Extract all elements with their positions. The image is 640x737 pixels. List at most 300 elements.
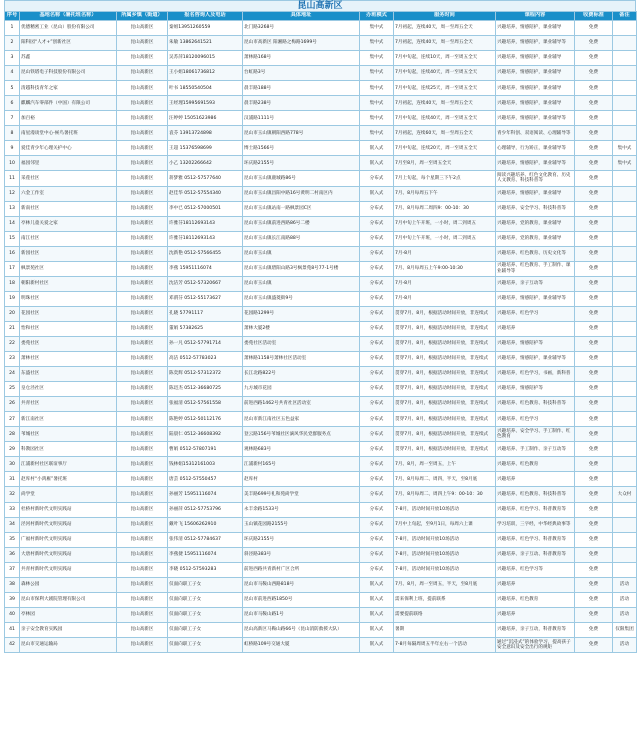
table-cell bbox=[613, 126, 637, 141]
table-cell: 免费 bbox=[575, 457, 613, 472]
table-cell: 孙丽萍 0512-57753796 bbox=[168, 502, 243, 517]
table-cell bbox=[613, 36, 637, 51]
table-cell: 萧林大厦2楼 bbox=[243, 321, 360, 336]
table-cell: 亭林园 bbox=[20, 607, 117, 622]
table-cell: 28 bbox=[5, 427, 20, 442]
table-cell: 皇仓泾社区 bbox=[20, 382, 117, 397]
table-cell: 42 bbox=[5, 637, 20, 652]
table-cell: 昆山高新区 bbox=[117, 291, 168, 306]
table-cell: 观林路683号 bbox=[243, 442, 360, 457]
table-cell: 张伟清 0512-57784637 bbox=[168, 532, 243, 547]
table-cell bbox=[613, 231, 637, 246]
table-cell: 仅面向职工子女 bbox=[168, 607, 243, 622]
table-cell: 7月初起，连续60天，周一至周五全天 bbox=[394, 126, 496, 141]
table-cell: 昆山高新区 bbox=[117, 637, 168, 652]
table-cell: 娄苑社区活动室 bbox=[243, 336, 360, 351]
table-row bbox=[5, 382, 637, 397]
table-cell: 兴趣培养，情感陪护，课业辅导 bbox=[496, 81, 575, 96]
column-header: 所属乡镇（街道） bbox=[117, 12, 168, 21]
table-cell: 博士路1566号 bbox=[243, 141, 360, 156]
table-cell: 陈迅杰 0512-36680725 bbox=[168, 382, 243, 397]
table-cell: 陈艳婷 0512-50112176 bbox=[168, 412, 243, 427]
table-cell: 7-8月，活动时间开放10场活动 bbox=[394, 562, 496, 577]
table-cell: 昆山市前进西路1850号 bbox=[243, 592, 360, 607]
table-cell: 前进西路1462号共青社区活动室 bbox=[243, 397, 360, 412]
table-cell: 采莲社区 bbox=[20, 171, 117, 186]
table-cell: 尚学堂 bbox=[20, 487, 117, 502]
table-cell: 共青社区 bbox=[20, 397, 117, 412]
table-cell: 亭林儿童关爱之家 bbox=[20, 216, 117, 231]
table-cell: 兴趣培养，情感陪护，课业辅导 bbox=[496, 21, 575, 36]
table-cell: 27 bbox=[5, 412, 20, 427]
table-cell: 免费 bbox=[575, 622, 613, 637]
table-row bbox=[5, 51, 637, 66]
table-cell: 昆山市玉山镇鹿城路86号 bbox=[243, 171, 360, 186]
table-cell: 昆山市高新区 阳湘路之梅路1699号 bbox=[243, 36, 360, 51]
table-cell: 活动 bbox=[613, 577, 637, 592]
table-cell: 昆山高新区 bbox=[117, 261, 168, 276]
table-cell: 陆晨仁 0512-36608392 bbox=[168, 427, 243, 442]
table-cell bbox=[613, 412, 637, 427]
table-cell: 分布式 bbox=[360, 397, 394, 412]
column-header: 办班模式 bbox=[360, 12, 394, 21]
table-cell: 免费 bbox=[575, 201, 613, 216]
table-row bbox=[5, 111, 637, 126]
table-cell: 7月、8月，周一至周五，上午 bbox=[394, 457, 496, 472]
table-cell: 免费 bbox=[575, 126, 613, 141]
table-cell: 30 bbox=[5, 457, 20, 472]
table-row bbox=[5, 367, 637, 382]
table-cell: 贯穿7月、8月，根据活动时间开放，非连续式 bbox=[394, 412, 496, 427]
program-table bbox=[4, 11, 637, 653]
table-cell: 免费 bbox=[575, 442, 613, 457]
table-cell bbox=[613, 562, 637, 577]
table-cell: 嵌入式 bbox=[360, 186, 394, 201]
table-cell: 免费 bbox=[575, 532, 613, 547]
table-cell: 免费 bbox=[575, 397, 613, 412]
table-cell: 集中式 bbox=[360, 96, 394, 111]
table-cell: 阳科园“人才+”创新社区 bbox=[20, 36, 117, 51]
table-cell: 分布式 bbox=[360, 532, 394, 547]
table-row bbox=[5, 592, 637, 607]
table-cell bbox=[613, 276, 637, 291]
table-row bbox=[5, 186, 637, 201]
table-cell: 昆山高新区 bbox=[117, 382, 168, 397]
table-cell: 娄苑社区 bbox=[20, 336, 117, 351]
table-row bbox=[5, 532, 637, 547]
table-cell: 5 bbox=[5, 81, 20, 96]
table-cell: 分布式 bbox=[360, 547, 394, 562]
table-cell: 免费 bbox=[575, 412, 613, 427]
table-cell: 兴趣培养、红色教育、历史文化等 bbox=[496, 246, 575, 261]
table-cell: 昆山高新区 bbox=[117, 66, 168, 81]
table-cell: 分布式 bbox=[360, 216, 394, 231]
table-cell: 暑期 bbox=[394, 622, 496, 637]
table-cell: 集中式 bbox=[360, 36, 394, 51]
table-cell bbox=[613, 66, 637, 81]
table-cell: 昆山市玉山镇长江南路88号 bbox=[243, 231, 360, 246]
table-cell: 23 bbox=[5, 352, 20, 367]
table-cell: 昆山市交通运输局 bbox=[20, 637, 117, 652]
table-cell: 11 bbox=[5, 171, 20, 186]
table-cell: 新江南社区 bbox=[20, 412, 117, 427]
table-cell bbox=[613, 216, 637, 231]
table-cell: 昆山高新区 bbox=[117, 517, 168, 532]
table-cell: 7月、8月每周二、周四上午9：00-10：30 bbox=[394, 487, 496, 502]
table-cell: 昆山高新区 bbox=[117, 532, 168, 547]
table-cell: 兴趣培养、红色教育、科技科普等 bbox=[496, 397, 575, 412]
table-cell: 7月中旬起，连续40天，周一至周五全天 bbox=[394, 66, 496, 81]
table-row bbox=[5, 21, 637, 36]
table-cell: 7-8月，活动时间开放10场活动 bbox=[394, 547, 496, 562]
table-row bbox=[5, 216, 637, 231]
table-cell: 免费 bbox=[575, 141, 613, 156]
table-cell: 免费 bbox=[575, 382, 613, 397]
table-cell: 昆山高新区 bbox=[117, 96, 168, 111]
table-cell: 玉山镇花园路2155号 bbox=[243, 517, 360, 532]
table-cell: 7月中旬起，连续20天，周一至周五全天 bbox=[394, 141, 496, 156]
table-cell bbox=[613, 321, 637, 336]
table-cell: 分布式 bbox=[360, 502, 394, 517]
table-cell: 昆山高新区 bbox=[117, 442, 168, 457]
table-cell: 16 bbox=[5, 246, 20, 261]
table-cell: 贯穿7月、8月，根据活动时间开放，非连续式 bbox=[394, 382, 496, 397]
table-cell: 花园路1299号 bbox=[243, 306, 360, 321]
table-cell: 37 bbox=[5, 562, 20, 577]
table-cell: 前进西路共青新村广区合所 bbox=[243, 562, 360, 577]
table-cell: 昆山高新区 bbox=[117, 246, 168, 261]
table-cell: 仅面向职工子女 bbox=[168, 577, 243, 592]
table-cell: 福园邻里 bbox=[20, 156, 117, 171]
table-cell: 昆山市玉山镇 bbox=[243, 246, 360, 261]
column-header: 课程内容 bbox=[496, 12, 575, 21]
table-cell: 昆山高新区 bbox=[117, 156, 168, 171]
table-cell: 13 bbox=[5, 201, 20, 216]
table-cell: 免费 bbox=[575, 276, 613, 291]
table-cell: 兴趣培养、红色学习 bbox=[496, 412, 575, 427]
table-cell: 7月上旬起，每个星期三下午2点 bbox=[394, 171, 496, 186]
table-cell: 昆山高新区 bbox=[117, 336, 168, 351]
table-cell: 昆山高新区 bbox=[117, 472, 168, 487]
table-cell: 共青村新时代文明实践站 bbox=[20, 562, 117, 577]
table-cell: 兴趣培养 bbox=[496, 607, 575, 622]
table-cell: 免费 bbox=[575, 427, 613, 442]
table-cell: 18 bbox=[5, 276, 20, 291]
table-cell: 7-8月，活动时间开放10场活动 bbox=[394, 532, 496, 547]
table-cell: 花园社区 bbox=[20, 306, 117, 321]
table-cell: 仅面向职工子女 bbox=[168, 637, 243, 652]
table-row bbox=[5, 126, 637, 141]
table-cell bbox=[613, 96, 637, 111]
table-cell: 19 bbox=[5, 291, 20, 306]
table-cell: 北门路3268号 bbox=[243, 21, 360, 36]
table-cell: 兴趣培养 bbox=[496, 472, 575, 487]
table-cell: 昆山高新区 bbox=[117, 306, 168, 321]
table-cell: 需来保利上班，提前联系 bbox=[394, 592, 496, 607]
table-cell: 嵌入式 bbox=[360, 637, 394, 652]
table-cell: 7月-8月 bbox=[394, 276, 496, 291]
table-cell: 昆山市玉山镇盛菱街9号 bbox=[243, 291, 360, 306]
table-cell: 24 bbox=[5, 367, 20, 382]
table-cell: 分布式 bbox=[360, 291, 394, 306]
table-cell: 集中式 bbox=[360, 21, 394, 36]
table-cell: 7月中上旬起，至9月1日，每周六上课 bbox=[394, 517, 496, 532]
table-cell: 贯穿7月、8月，根据活动时间开放，非连续式 bbox=[394, 321, 496, 336]
table-cell: 免费 bbox=[575, 81, 613, 96]
table-cell: 免费 bbox=[575, 472, 613, 487]
table-cell: 免费 bbox=[575, 261, 613, 276]
table-cell: 免费 bbox=[575, 36, 613, 51]
table-cell: 朝阳新村社区 bbox=[20, 276, 117, 291]
table-cell: 免费 bbox=[575, 562, 613, 577]
table-cell: 分布式 bbox=[360, 352, 394, 367]
table-cell: 泾河村新时代文明实践站 bbox=[20, 517, 117, 532]
table-cell: 孔晓 57791117 bbox=[168, 306, 243, 321]
table-cell: 贯穿7月、8月，根据活动时间开放，非连续式 bbox=[394, 397, 496, 412]
table-cell: 昆山高新区马鞍山路66号（昆山消防救援大队） bbox=[243, 622, 360, 637]
table-cell: 兴趣培养 bbox=[496, 577, 575, 592]
table-cell: 兴趣培养，亲子互动，科普教育等 bbox=[496, 622, 575, 637]
table-cell: 分布式 bbox=[360, 412, 394, 427]
table-cell: 大众村 bbox=[613, 487, 637, 502]
table-cell: 蒋梦雅 0512-57577640 bbox=[168, 171, 243, 186]
table-cell: 兴趣培养、红色教育、科技科普等 bbox=[496, 487, 575, 502]
table-cell: 40 bbox=[5, 607, 20, 622]
table-row bbox=[5, 457, 637, 472]
table-cell: 登云路156号苇城社区滴风华民党群服务点 bbox=[243, 427, 360, 442]
table-cell: 分布式 bbox=[360, 517, 394, 532]
table-cell: 7月-8月 bbox=[394, 291, 496, 306]
table-cell: 昆山高新区 bbox=[117, 397, 168, 412]
table-cell: 昆山市玉山镇站南一路枫景园C区 bbox=[243, 201, 360, 216]
table-cell: 昆山高新区 bbox=[117, 457, 168, 472]
table-cell: 分布式 bbox=[360, 321, 394, 336]
table-cell: 心理辅导，行为矫正，课业辅导等 bbox=[496, 141, 575, 156]
table-cell bbox=[613, 547, 637, 562]
table-cell: 免费 bbox=[575, 51, 613, 66]
page-title: 昆山高新区 bbox=[4, 0, 636, 11]
table-cell bbox=[613, 111, 637, 126]
table-row bbox=[5, 306, 637, 321]
table-cell: 加百裕 bbox=[20, 111, 117, 126]
table-cell: 分布式 bbox=[360, 336, 394, 351]
table-cell: 昆山高新区 bbox=[117, 487, 168, 502]
table-cell: 广福村新时代文明实践站 bbox=[20, 532, 117, 547]
table-cell: 兴趣培养、红色学习、科普教育等 bbox=[496, 532, 575, 547]
table-cell: 昆山高新区 bbox=[117, 502, 168, 517]
table-cell: 免费 bbox=[575, 517, 613, 532]
table-cell bbox=[613, 171, 637, 186]
table-cell: 免费 bbox=[575, 156, 613, 171]
table-cell: 萧林社区 bbox=[20, 352, 117, 367]
table-cell: 分布式 bbox=[360, 201, 394, 216]
table-cell: 25 bbox=[5, 382, 20, 397]
table-cell: 兴趣培养，情感陪护，课业辅导 bbox=[496, 186, 575, 201]
header-row bbox=[5, 12, 637, 21]
column-header: 序号 bbox=[5, 12, 20, 21]
table-cell: 10 bbox=[5, 156, 20, 171]
table-cell: 贯穿7月、8月，根据活动时间开放，非连续式 bbox=[394, 427, 496, 442]
table-cell: 贯穿7月、8月，根据活动时间开放，非连续式 bbox=[394, 367, 496, 382]
table-cell: 7月至8月，周一至周五全天 bbox=[394, 156, 496, 171]
table-cell: 兴趣培养，党的教育，课业辅导 bbox=[496, 231, 575, 246]
table-cell: 新园社区 bbox=[20, 246, 117, 261]
table-cell: 活动 bbox=[613, 592, 637, 607]
table-cell: 集中式 bbox=[360, 66, 394, 81]
table-cell: 王小姐18061736812 bbox=[168, 66, 243, 81]
table-cell: 嵌入式 bbox=[360, 156, 394, 171]
table-row bbox=[5, 562, 637, 577]
table-cell bbox=[613, 517, 637, 532]
table-row bbox=[5, 291, 637, 306]
table-cell: 兴趣培养、安全学习、手工制作、红色教育 bbox=[496, 427, 575, 442]
table-cell: 分布式 bbox=[360, 276, 394, 291]
table-cell: 7-8月每隔周周五半年左右一个活动 bbox=[394, 637, 496, 652]
table-cell: 昆山市玉山镇前进西路86号二楼 bbox=[243, 216, 360, 231]
table-cell: 昆山高新区 bbox=[117, 321, 168, 336]
table-cell: 12 bbox=[5, 186, 20, 201]
table-cell: 明珠社区 bbox=[20, 291, 117, 306]
table-cell: 兴趣培养，情感陪护，课业辅导等 bbox=[496, 156, 575, 171]
table-cell bbox=[613, 51, 637, 66]
table-row bbox=[5, 81, 637, 96]
table-cell bbox=[613, 352, 637, 367]
table-cell: 昆山市玉山镇昌阳中路16号黄明二村南区内 bbox=[243, 186, 360, 201]
table-cell: 环庆路2155号 bbox=[243, 532, 360, 547]
table-cell: 王经理15995691593 bbox=[168, 96, 243, 111]
table-cell bbox=[613, 442, 637, 457]
table-cell: 孙丽芳 15951116074 bbox=[168, 487, 243, 502]
table-cell: 贯穿7月、8月，根据活动时间开放，非连续式 bbox=[394, 352, 496, 367]
table-row bbox=[5, 171, 637, 186]
table-cell: 朱敏 13862641521 bbox=[168, 36, 243, 51]
table-row bbox=[5, 397, 637, 412]
table-cell: 昆山高新区 bbox=[117, 141, 168, 156]
table-cell: 嵌入式 bbox=[360, 577, 394, 592]
table-cell: 南江社区 bbox=[20, 231, 117, 246]
table-cell: 7月、8月每周五上午9:00-10:30 bbox=[394, 261, 496, 276]
table-cell: 需要提前联络 bbox=[394, 607, 496, 622]
table-cell: 贯穿7月、8月，根据活动时间开放，非连续式 bbox=[394, 442, 496, 457]
table-row bbox=[5, 442, 637, 457]
table-cell: 晨丰路238号 bbox=[243, 96, 360, 111]
table-row bbox=[5, 261, 637, 276]
table-cell: 江浦新村165号 bbox=[243, 457, 360, 472]
table-cell bbox=[613, 367, 637, 382]
table-cell: 免费 bbox=[575, 592, 613, 607]
column-header: 服务时间 bbox=[394, 12, 496, 21]
table-cell: 许雅芬18112693143 bbox=[168, 216, 243, 231]
table-cell: 昆山高新区 bbox=[117, 111, 168, 126]
table-cell: 免费 bbox=[575, 336, 613, 351]
table-cell: 昆山市马鞍山西路818号 bbox=[243, 577, 360, 592]
table-cell: 昆山高新区 bbox=[117, 276, 168, 291]
table-cell: 7月中旬上午开班，一小时，周二到周五 bbox=[394, 216, 496, 231]
table-cell: 赵佳华 0512-57554340 bbox=[168, 186, 243, 201]
table-cell: 李中已 0512-57000501 bbox=[168, 201, 243, 216]
table-cell: 15 bbox=[5, 231, 20, 246]
table-cell: 兴趣培养、红色教育 bbox=[496, 457, 575, 472]
table-cell: 仅面向职工子女 bbox=[168, 622, 243, 637]
table-cell: 兴趣培养，亲子互动等 bbox=[496, 276, 575, 291]
table-cell bbox=[613, 246, 637, 261]
table-cell: 兴趣培养，情感陪护，课业辅导等 bbox=[496, 291, 575, 306]
table-cell: 清越科技青年之家 bbox=[20, 81, 117, 96]
table-cell: 免费 bbox=[575, 186, 613, 201]
table-cell: 杜桥村新时代文明实践站 bbox=[20, 502, 117, 517]
table-cell: 34 bbox=[5, 517, 20, 532]
table-cell: 叶书 18550540504 bbox=[168, 81, 243, 96]
table-cell: 分布式 bbox=[360, 382, 394, 397]
table-cell: 免费 bbox=[575, 231, 613, 246]
table-row bbox=[5, 472, 637, 487]
table-cell: 苇城社区 bbox=[20, 427, 117, 442]
table-cell: 兴趣培养、手工制作、亲子互动等 bbox=[496, 442, 575, 457]
table-row bbox=[5, 276, 637, 291]
table-cell: 31 bbox=[5, 472, 20, 487]
table-cell: 昆山高新区 bbox=[117, 171, 168, 186]
table-cell: 分布式 bbox=[360, 562, 394, 577]
table-cell: 免费 bbox=[575, 171, 613, 186]
table-row bbox=[5, 637, 637, 652]
table-cell: 分布式 bbox=[360, 442, 394, 457]
table-cell: 7月、8月每周二、周四，半天，至8月底 bbox=[394, 472, 496, 487]
table-cell: 活动 bbox=[613, 637, 637, 652]
table-cell: 戴叶飞 15606262910 bbox=[168, 517, 243, 532]
table-row bbox=[5, 517, 637, 532]
table-cell: 昆山高新区 bbox=[117, 607, 168, 622]
table-row bbox=[5, 547, 637, 562]
table-cell: 4 bbox=[5, 66, 20, 81]
table-cell: 嵌入式 bbox=[360, 592, 394, 607]
table-cell bbox=[613, 502, 637, 517]
table-cell: 分布式 bbox=[360, 457, 394, 472]
table-row bbox=[5, 246, 637, 261]
table-cell: 阅读兴趣培养、红色文化教育、历史人文教育、科技科普等 bbox=[496, 171, 575, 186]
table-cell: 免费 bbox=[575, 547, 613, 562]
table-cell: 38 bbox=[5, 577, 20, 592]
table-cell: 9 bbox=[5, 141, 20, 156]
table-cell: 兴趣培养，情感陪护，课业辅导 bbox=[496, 51, 575, 66]
column-header: 收费标准 bbox=[575, 12, 613, 21]
table-cell: 集中式 bbox=[360, 81, 394, 96]
table-cell: 吴苏萍18120096015 bbox=[168, 51, 243, 66]
table-cell: 陈奕辉 0512-57312372 bbox=[168, 367, 243, 382]
table-cell: 怡和社区 bbox=[20, 321, 117, 336]
table-cell: 兴趣培养、红色教育、手工制作、课业辅导等 bbox=[496, 261, 575, 276]
table-cell: 沈新艳 0512-57566455 bbox=[168, 246, 243, 261]
table-cell: 秦姐13951260559 bbox=[168, 21, 243, 36]
table-cell: 7月中旬起，连续40天，周一至周五全天 bbox=[394, 111, 496, 126]
table-cell: 7月中旬上午开班，一小时，周二到周五 bbox=[394, 231, 496, 246]
table-cell: 王超 15376598699 bbox=[168, 141, 243, 156]
table-cell: 免费 bbox=[575, 637, 613, 652]
table-cell: 兴趣培养 bbox=[496, 321, 575, 336]
table-row bbox=[5, 352, 637, 367]
table-cell: 晨丰路188号 bbox=[243, 81, 360, 96]
table-cell: 昆山市保利大剧院管理有限公司 bbox=[20, 592, 117, 607]
table-cell: 41 bbox=[5, 622, 20, 637]
table-cell: 集中式 bbox=[613, 141, 637, 156]
table-cell: 昆山高新区 bbox=[117, 592, 168, 607]
table-cell: 兴趣培养、安全学习、科技科普等 bbox=[496, 201, 575, 216]
table-cell bbox=[613, 397, 637, 412]
table-cell bbox=[613, 427, 637, 442]
table-cell: 台虹路3号 bbox=[243, 66, 360, 81]
table-cell: 沈洁芳 0512-57320667 bbox=[168, 276, 243, 291]
table-cell: 3 bbox=[5, 51, 20, 66]
table-cell: 活动 bbox=[613, 607, 637, 622]
